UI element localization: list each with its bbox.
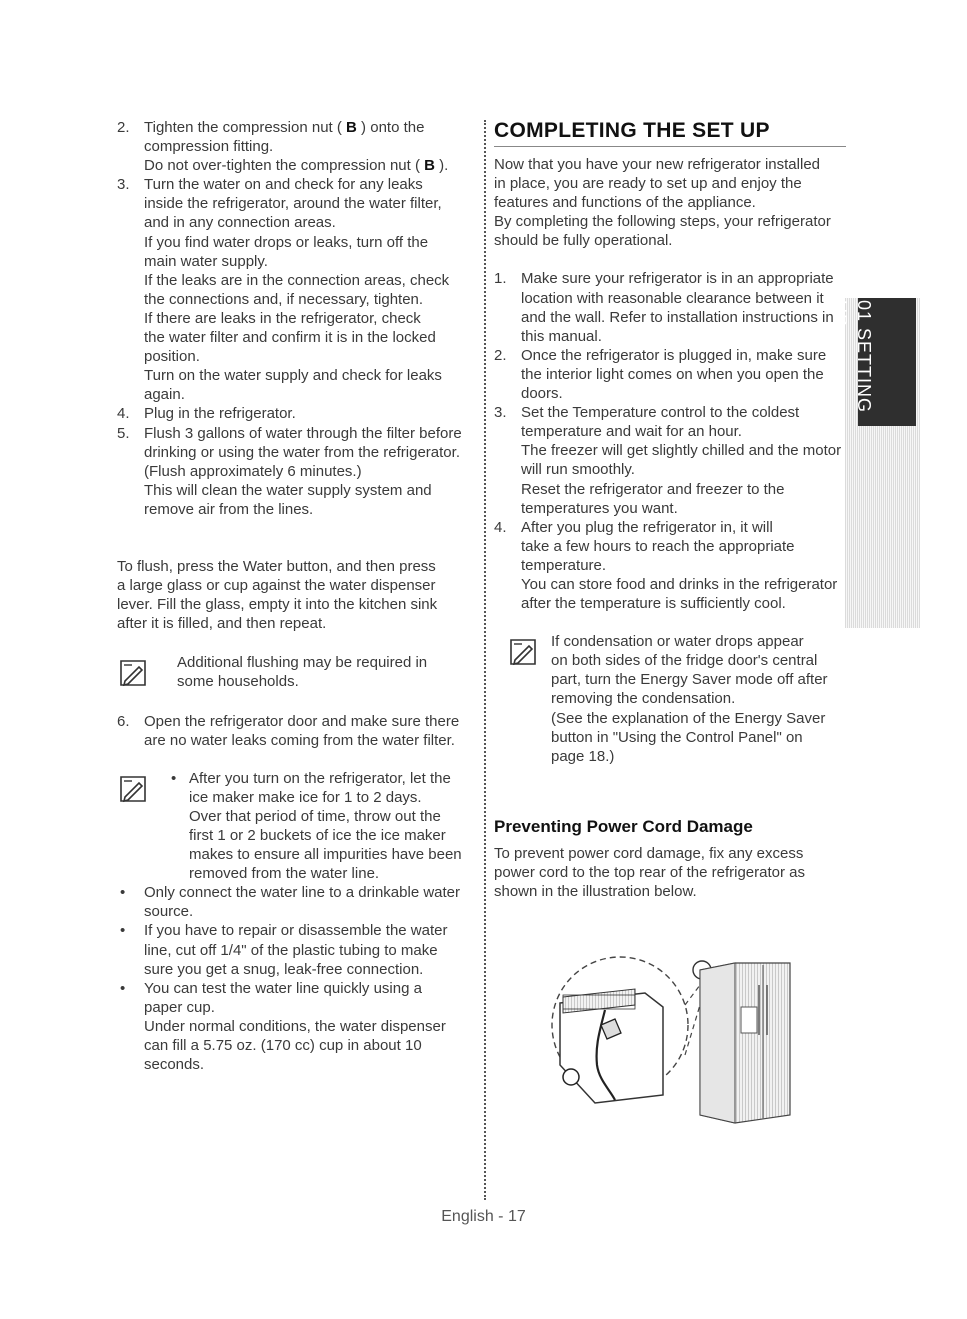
step-3-line: the connections and, if necessary, tighten. <box>144 290 424 308</box>
page-footer: English - 17 <box>441 1208 526 1225</box>
step-3-line: If there are leaks in the refrigerator, check <box>144 309 421 327</box>
step-3-line: and in any connection areas. <box>144 214 336 232</box>
note-condensation: If condensation or water drops appear on both sides of the fridge door's central part, turn the Energy Saver mode off after removing the condensation. (See the explanation of the Energy Saver button in "Using the Control Panel" on page 18.) <box>494 632 846 766</box>
flush-paragraph: To flush, press the Water button, and then press a large glass or cup against the water dispenser lever. Fill the glass, empty it into the kitchen sink after it is filled, and then repeat. <box>117 557 438 633</box>
step-5-line: This will clean the water supply system and <box>144 481 432 499</box>
step-3-line: If the leaks are in the connection areas, check <box>144 271 450 289</box>
bullet-icon: • <box>120 884 126 902</box>
subsection-title: Preventing Power Cord Damage <box>494 816 753 836</box>
column-divider <box>484 120 486 1200</box>
bullet-icon: • <box>120 922 126 940</box>
step-3-line: If you find water drops or leaks, turn off the <box>144 233 429 251</box>
section-title: COMPLETING THE SET UP <box>494 118 846 147</box>
step-3-line: again. <box>144 386 185 404</box>
step-6: 6. Open the refrigerator door and make sure there are no water leaks coming from the water filter. <box>117 712 460 749</box>
cord-paragraph: To prevent power cord damage, fix any excess power cord to the top rear of the refrigerator as shown in the illustration below. <box>494 844 805 900</box>
step-3-line: the water filter and confirm it is in the locked <box>144 329 436 347</box>
bullet-repair-line: • If you have to repair or disassemble the water line, cut off 1/4" of the plastic tubing to make sure you get a snug, leak-free connection. <box>120 922 448 978</box>
step-3-line: Turn the water on and check for any leaks <box>144 176 423 194</box>
note-ice-maker: • After you turn on the refrigerator, let the ice maker make ice for 1 to 2 days. Over that period of time, throw out the first 1 or 2 buckets of ice the ice maker makes to ensure all impurities have been removed from the water line. <box>117 769 482 884</box>
note-icon <box>118 659 148 689</box>
note-icon <box>118 775 148 805</box>
step-2-line: Tighten the compression nut ( B ) onto the <box>144 119 425 136</box>
step-5-line: drinking or using the water from the refrigerator. <box>144 443 460 461</box>
bullet-icon: • <box>171 769 177 787</box>
note-flushing: Additional flushing may be required in some households. <box>117 653 482 691</box>
setup-step-2: 2. Once the refrigerator is plugged in, make sure the interior light comes on when you open the doors. <box>494 346 827 403</box>
bullet-drinkable-water: • Only connect the water line to a drinkable water source. <box>120 884 461 921</box>
step-3: 3. Turn the water on and check for any leaks inside the refrigerator, around the water filter, and in any connection areas. If you find water drops or leaks, turn off the main water supply. If the leaks are in the connection areas, check the connections and, if necessary, tighten. If there are leaks in the refrigerator, check the water filter and confirm it is in the locked position. Turn on the water supply and check for leaks again. <box>117 175 482 404</box>
bullet-icon: • <box>120 979 126 997</box>
note-icon <box>508 638 538 668</box>
step-2-line: Do not over-tighten the compression nut ( B ). <box>144 157 449 175</box>
bullet-test-line: • You can test the water line quickly using a paper cup. Under normal conditions, the water dispenser can fill a 5.75 oz. (170 cc) cup in about 10 seconds. <box>120 979 446 1074</box>
step-3-line: Turn on the water supply and check for leaks <box>144 367 442 385</box>
step-3-line: main water supply. <box>144 252 268 270</box>
right-column <box>494 118 846 901</box>
left-column <box>117 118 482 1074</box>
step-2: 2. Tighten the compression nut ( B ) onto the compression fitting. Do not over-tighten the compression nut ( B ). <box>117 118 482 175</box>
side-tab-label: 01 SETTING UP <box>830 300 874 414</box>
step-4: 4. Plug in the refrigerator. <box>117 405 296 423</box>
step-5-line: remove air from the lines. <box>144 500 314 518</box>
setup-step-1: 1. Make sure your refrigerator is in an appropriate location with reasonable clearance between it and the wall. Refer to installation instructions in this manual. <box>494 270 834 345</box>
step-3-line: position. <box>144 348 200 366</box>
intro-paragraph: Now that you have your new refrigerator installed in place, you are ready to set up and enjoy the features and functions of the appliance. By completing the following steps, your refrigerator should be fully operational. <box>494 156 831 250</box>
setup-step-3: 3. Set the Temperature control to the coldest temperature and wait for an hour. The freezer will get slightly chilled and the motor will run smoothly. Reset the refrigerator and freezer to the temperatures you want. <box>494 404 842 517</box>
setup-step-4: 4. After you plug the refrigerator in, it will take a few hours to reach the appropriate temperature. You can store food and drinks in the refrigerator after the temperature is sufficiently cool. <box>494 518 838 613</box>
step-5-line: (Flush approximately 6 minutes.) <box>144 462 362 480</box>
step-3-line: inside the refrigerator, around the water filter, <box>144 195 442 213</box>
step-5: 5. Flush 3 gallons of water through the filter before drinking or using the water from the refrigerator. (Flush approximately 6 minutes.) This will clean the water supply system and remove air from the lines. <box>117 424 482 519</box>
step-5-line: Flush 3 gallons of water through the filter before <box>144 424 462 442</box>
step-2-line: compression fitting. <box>144 138 274 156</box>
power-cord-illustration <box>535 955 825 1130</box>
